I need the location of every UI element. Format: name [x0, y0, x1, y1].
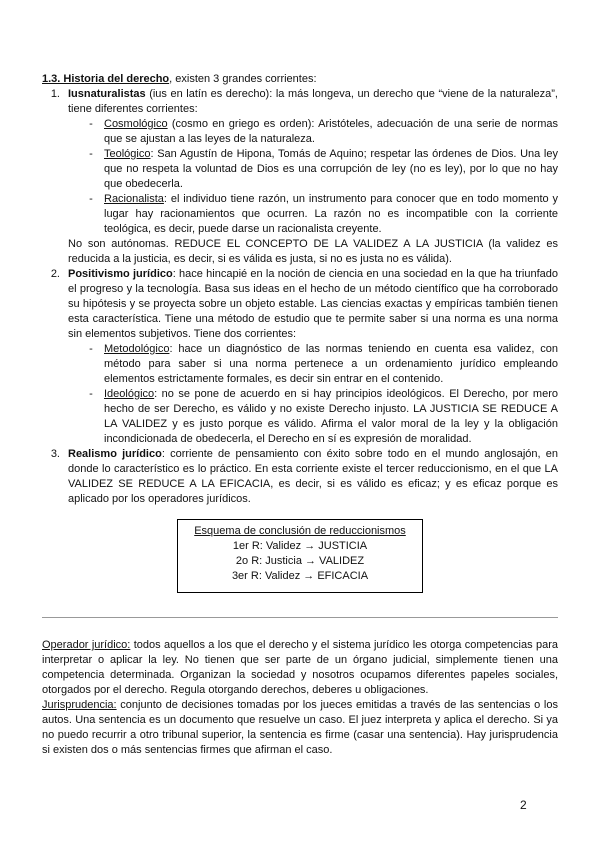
- definition-term: Jurisprudencia:: [42, 699, 117, 711]
- sub-description: : el individuo tiene razón, un instrumento para conocer que en todo momento y lugar hay racionamientos que ocurren. La razón no es incompatible con la corriente teológica, es decir, puede darse un racionalista creyente.: [104, 193, 558, 235]
- document-body: [42, 72, 558, 593]
- definition-text: conjunto de decisiones tomadas por los jueces emitidas a través de las sentencias o los autos. Una sentencia es un documento que resuelve un caso. El juez interpreta y aplica el derecho. Si ya no puedo recurrir a otro tribunal superior, la sentencia es firme (casar una sentencia). Hay jurisprudencia si existen dos o más sentencias firmes que afirman el caso.: [42, 699, 558, 756]
- dash: -: [89, 148, 93, 160]
- list-item-positivismo: [42, 267, 558, 342]
- term-description: (ius en latín es derecho): la más longeva, un derecho que “viene de la naturaleza”, tiene diferentes corrientes:: [68, 88, 558, 115]
- definition-jurisprudencia: [42, 698, 558, 758]
- list-number: 3.: [50, 448, 60, 460]
- sub-description: : hace un diagnóstico de las normas teniendo en cuenta esa validez, con método para saber si una norma pertenece a un ordenamiento jurídico empleando elementos estrictamente formales, es decir sin entrar en el contenido.: [104, 343, 558, 385]
- section-heading: [42, 72, 558, 87]
- box-line: 1er R: Validez → JUSTICIA: [232, 540, 368, 552]
- term: Iusnaturalistas: [68, 88, 146, 100]
- sub-item: [78, 342, 558, 387]
- box-line: 3er R: Validez → EFICACIA: [231, 570, 369, 582]
- definition-term: Operador jurídico:: [42, 639, 131, 651]
- page-number: 2: [520, 798, 527, 812]
- box-line: 2o R: Justicia → VALIDEZ: [235, 555, 365, 567]
- list-number: 2.: [50, 268, 60, 280]
- sub-description: : no se pone de acuerdo en si hay principios ideológicos. El Derecho, por mero hecho de ser Derecho, es válido y no existe Derecho injusto. LA JUSTICIA SE REDUCE A LA VALIDEZ y es justo porque es válido. Afirma el valor moral de la ley y la obligación incondicionada de obedecerla, el Derecho en sí es expresión de moralidad.: [104, 388, 558, 445]
- item-note: No son autónomas. REDUCE EL CONCEPTO DE LA VALIDEZ A LA JUSTICIA (la validez es reducida a la justicia, es decir, si es válida es justa, si no es justa no es válida).: [68, 238, 558, 265]
- list-number: 1.: [50, 88, 60, 100]
- term-description: : corriente de pensamiento con éxito sobre todo en el mundo anglosajón, en donde lo característico es lo práctico. En esta corriente existe el tercer reduccionismo, en el que LA VALIDEZ SE REDUCE A LA EFICACIA, es decir, si es válido es eficaz; y es eficaz porque es aplicado por los operadores jurídicos.: [68, 448, 558, 505]
- section-title: 1.3. Historia del derecho: [42, 73, 170, 85]
- sub-description: (cosmo en griego es orden): Aristóteles, adecuación de una serie de normas que se ajustan a las leyes de la naturaleza.: [104, 118, 558, 145]
- sub-term: Cosmológico: [104, 118, 168, 130]
- definitions-section: [42, 638, 558, 758]
- sub-term: Ideológico: [104, 388, 155, 400]
- reduccionismos-box: [177, 519, 423, 593]
- sub-item: [78, 387, 558, 447]
- sub-term: Teológico: [104, 148, 151, 160]
- sub-item: [78, 192, 558, 237]
- sub-description: : San Agustín de Hipona, Tomás de Aquino; respetar las órdenes de Dios. Una ley que no respeta la voluntad de Dios es una corrupción de ley (no es ley), por lo que no hay que obedecerla.: [104, 148, 558, 190]
- list-item-iusnaturalistas: [42, 87, 558, 117]
- term: Realismo jurídico: [68, 448, 162, 460]
- dash: -: [89, 343, 93, 355]
- box-title: Esquema de conclusión de reduccionismos: [194, 525, 406, 537]
- term-description: : hace hincapié en la noción de ciencia en una sociedad en la que ha triunfado el progreso y la tecnología. Basa sus ideas en el hecho de un método científico que ha corroborado su hipótesis y se proyecta sobre un objeto estable. Las ciencias exactas y empíricas también tienen esta característica. Tiene una método de estudio que te permite saber si una norma es una norma sin elementos subjetivos. Tiene dos corrientes:: [68, 268, 558, 340]
- term: Positivismo jurídico: [68, 268, 173, 280]
- definition-operador: [42, 638, 558, 698]
- dash: -: [89, 388, 93, 400]
- sub-item: [78, 117, 558, 147]
- list-item-realismo: [42, 447, 558, 507]
- dash: -: [89, 193, 93, 205]
- horizontal-divider: [42, 617, 558, 618]
- dash: -: [89, 118, 93, 130]
- sub-item: [78, 147, 558, 192]
- definition-text: todos aquellos a los que el derecho y el sistema jurídico les otorga competencias para interpretar o aplicar la ley. No tienen que ser parte de un órgano judicial, simplemente tienen una competencia determinada. Organizan la sociedad y nosotros ocupamos diferentes papeles sociales, otorgados por el derecho. Regula otorgando derechos, deberes u obligaciones.: [42, 639, 558, 696]
- sub-term: Racionalista: [104, 193, 164, 205]
- section-intro: , existen 3 grandes corrientes:: [169, 73, 317, 85]
- sub-term: Metodológico: [104, 343, 170, 355]
